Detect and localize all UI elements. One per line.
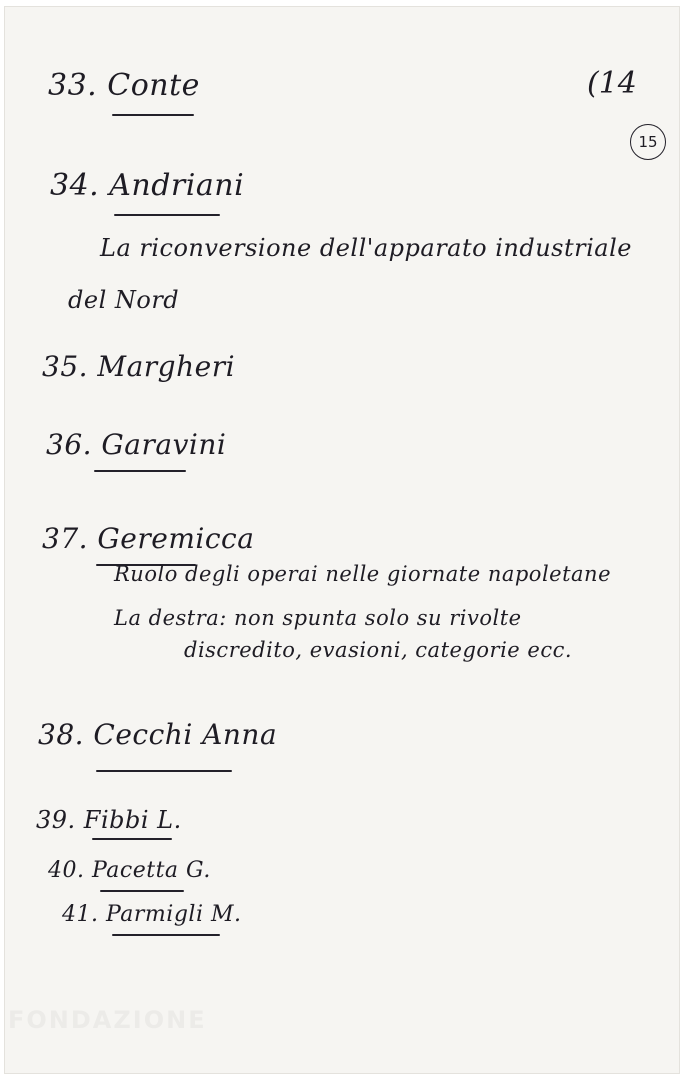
entry-heading-39: 39. Fibbi L. bbox=[36, 806, 182, 834]
entry-underline-41 bbox=[112, 934, 220, 936]
entry-underline-34 bbox=[114, 214, 220, 216]
entry-heading-35: 35. Margheri bbox=[42, 350, 236, 383]
entry-underline-39 bbox=[92, 838, 172, 840]
entry-note-37-line-3: discredito, evasioni, categorie ecc. bbox=[184, 638, 573, 662]
entry-note-34-line-1: La riconversione dell'apparato industriale bbox=[100, 234, 632, 262]
entry-note-37-line-2: La destra: non spunta solo su rivolte bbox=[114, 606, 522, 630]
entry-heading-34: 34. Andriani bbox=[50, 168, 245, 203]
folio-number: (14 bbox=[587, 66, 637, 101]
stamped-page-number: 15 bbox=[630, 124, 666, 160]
entry-heading-36: 36. Garavini bbox=[46, 428, 227, 461]
entry-underline-33 bbox=[112, 114, 194, 116]
entry-heading-41: 41. Parmigli M. bbox=[62, 902, 242, 927]
entry-underline-36 bbox=[94, 470, 186, 472]
entry-heading-33: 33. Conte bbox=[48, 68, 200, 103]
entry-heading-37: 37. Geremicca bbox=[42, 522, 255, 555]
entry-underline-38 bbox=[96, 770, 232, 772]
manuscript-page bbox=[4, 6, 680, 1074]
entry-heading-40: 40. Pacetta G. bbox=[48, 858, 211, 883]
archive-watermark: FONDAZIONE bbox=[8, 1006, 207, 1034]
entry-underline-40 bbox=[100, 890, 184, 892]
entry-note-34-line-2: del Nord bbox=[68, 286, 180, 314]
entry-heading-38: 38. Cecchi Anna bbox=[38, 718, 278, 751]
entry-note-37-line-1: Ruolo degli operai nelle giornate napoletane bbox=[114, 562, 612, 586]
